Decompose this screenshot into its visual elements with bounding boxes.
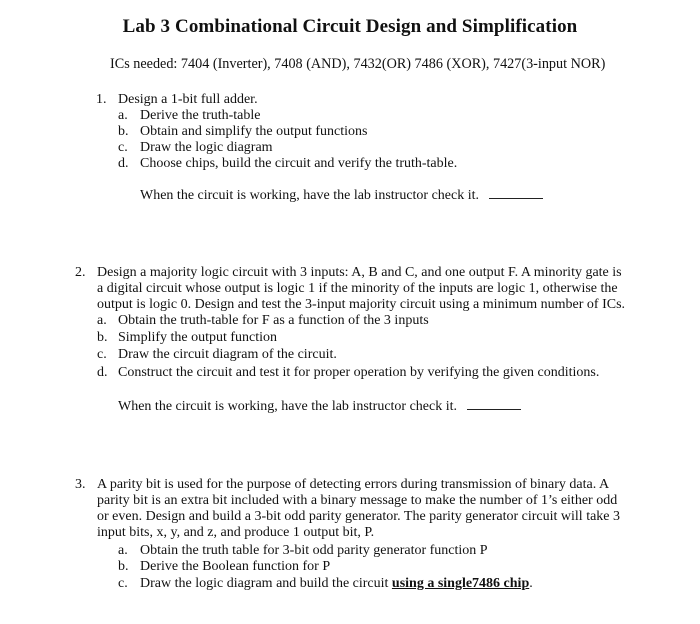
q2-number: 2. (75, 265, 86, 280)
q1-item-text: Derive the truth-table (140, 108, 261, 123)
page-title: Lab 3 Combinational Circuit Design and Simplification (122, 16, 578, 37)
q1-item-label: b. (118, 124, 129, 139)
q1-signature-blank (489, 198, 543, 199)
q3-item-emphasis: using a single7486 chip (391, 576, 530, 591)
q2-item-text: Obtain the truth-table for F as a function of the 3 inputs (118, 313, 429, 328)
q2-item-text: Simplify the output function (118, 330, 278, 345)
q1-check-text: When the circuit is working, have the lab instructor check it. (140, 188, 480, 203)
q1-item-label: a. (118, 108, 128, 123)
q3-number: 3. (75, 477, 86, 492)
q3-item-text: Draw the logic diagram and build the circuit (140, 576, 392, 591)
q1-number: 1. (96, 92, 107, 107)
q3-item-text: Obtain the truth table for 3-bit odd parity generator function P (140, 543, 488, 558)
q3-item-end: . (529, 576, 533, 591)
q3-text-line: input bits, x, y, and z, and produce 1 output bit, P. (97, 525, 375, 540)
q3-item-label: b. (118, 559, 129, 574)
q3-item-label: c. (118, 576, 128, 591)
q1-item-text: Draw the logic diagram (140, 140, 273, 155)
q2-item-label: d. (97, 365, 108, 380)
q2-item-label: b. (97, 330, 108, 345)
q3-item-text-line (140, 576, 533, 592)
q1-text: Design a 1-bit full adder. (118, 92, 258, 107)
q1-item-label: c. (118, 140, 128, 155)
q1-item-text: Choose chips, build the circuit and verify the truth-table. (140, 156, 458, 171)
q2-check-line (118, 399, 521, 415)
q3-item-label: a. (118, 543, 128, 558)
q1-check-line (140, 188, 543, 204)
q2-item-text: Draw the circuit diagram of the circuit. (118, 347, 337, 362)
q3-text-line: parity bit is an extra bit included with a binary message to make the number of 1’s either odd (97, 493, 618, 508)
ics-needed-line: ICs needed: 7404 (Inverter), 7408 (AND), 7432(OR) 7486 (XOR), 7427(3-input NOR) (110, 56, 606, 72)
q1-item-text: Obtain and simplify the output functions (140, 124, 368, 139)
q2-item-text: Construct the circuit and test it for proper operation by verifying the given conditions. (118, 365, 600, 380)
q2-item-label: c. (97, 347, 107, 362)
q2-signature-blank (467, 409, 521, 410)
q2-item-label: a. (97, 313, 107, 328)
q2-text-line: Design a majority logic circuit with 3 inputs: A, B and C, and one output F. A minority gate is (97, 265, 622, 280)
q3-text-line: A parity bit is used for the purpose of detecting errors during transmission of binary data. A (97, 477, 610, 492)
q3-item-text: Derive the Boolean function for P (140, 559, 331, 574)
q1-item-label: d. (118, 156, 129, 171)
q2-text-line: output is logic 0. Design and test the 3-input majority circuit using a minimum number of ICs. (97, 297, 626, 312)
q2-text-line: a digital circuit whose output is logic 1 if the minority of the inputs are logic 1, otherwise the (97, 281, 618, 296)
q2-check-text: When the circuit is working, have the lab instructor check it. (118, 399, 458, 414)
q3-text-line: or even. Design and build a 3-bit odd parity generator. The parity generator circuit will take 3 (97, 509, 621, 524)
